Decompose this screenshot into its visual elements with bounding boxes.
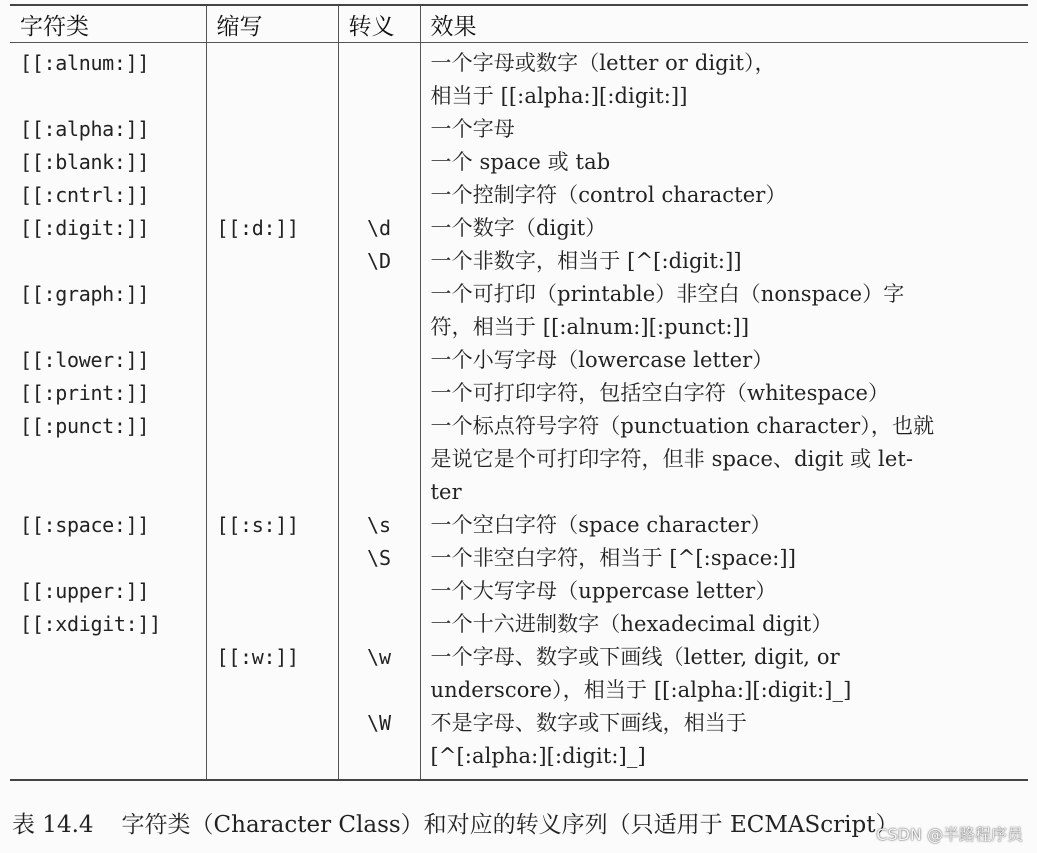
table-row xyxy=(10,344,1028,377)
cell-escape: \s xyxy=(338,509,420,542)
table-row xyxy=(10,113,1028,146)
cell-abbreviation xyxy=(206,410,338,509)
header-abbreviation: 缩写 xyxy=(206,6,338,43)
cell-character-class: [[:punct:]] xyxy=(20,414,150,438)
table-row xyxy=(10,410,1028,509)
cell-character-class: [[:cntrl:]] xyxy=(20,183,150,207)
table-row xyxy=(10,146,1028,179)
cell-effect: 一个非数字，相当于 [^[:digit:]] xyxy=(420,245,1028,278)
cell-abbreviation xyxy=(206,179,338,212)
cell-character-class: [[:graph:]] xyxy=(20,282,150,306)
cell-abbreviation: [[:d:]] xyxy=(206,212,338,245)
table-row xyxy=(10,575,1028,608)
cell-character-class xyxy=(10,245,206,278)
cell-abbreviation: [[:s:]] xyxy=(206,509,338,542)
table-row xyxy=(10,542,1028,575)
cell-effect: 一个可打印（printable）非空白（nonspace）字 符，相当于 [[:alnum:][:punct:]] xyxy=(420,278,1028,344)
cell-abbreviation xyxy=(206,542,338,575)
table-row xyxy=(10,179,1028,212)
caption-number: 表 14.4 xyxy=(12,812,94,838)
cell-escape xyxy=(338,179,420,212)
header-character-class: 字符类 xyxy=(10,6,206,43)
cell-escape xyxy=(338,377,420,410)
cell-effect: 一个大写字母（uppercase letter） xyxy=(420,575,1028,608)
character-class-table xyxy=(10,4,1028,781)
cell-character-class: [[:lower:]] xyxy=(20,348,150,372)
table-caption xyxy=(12,808,1022,842)
cell-effect: 一个字母、数字或下画线（letter, digit, or underscore），相当于 [[:alpha:][:digit:]_] xyxy=(420,641,1028,707)
caption-text: 字符类（Character Class）和对应的转义序列（只适用于 ECMAScript） xyxy=(121,812,899,838)
cell-effect: 一个字母或数字（letter or digit）， 相当于 [[:alpha:][:digit:]] xyxy=(420,43,1028,114)
cell-effect: 一个标点符号字符（punctuation character），也就 是说它是个可打印字符，但非 space、digit 或 let- ter xyxy=(420,410,1028,509)
header-effect: 效果 xyxy=(420,6,1028,43)
cell-escape xyxy=(338,410,420,509)
cell-abbreviation xyxy=(206,707,338,779)
cell-escape xyxy=(338,278,420,344)
table-row xyxy=(10,377,1028,410)
cell-effect: 一个非空白字符，相当于 [^[:space:]] xyxy=(420,542,1028,575)
table-header-row xyxy=(10,6,1028,43)
cell-escape xyxy=(338,344,420,377)
cell-effect: 一个十六进制数字（hexadecimal digit） xyxy=(420,608,1028,641)
cell-effect: 一个 space 或 tab xyxy=(420,146,1028,179)
cell-effect: 不是字母、数字或下画线，相当于 [^[:alpha:][:digit:]_] xyxy=(420,707,1028,779)
cell-character-class: [[:space:]] xyxy=(20,513,150,537)
cell-escape: \d xyxy=(338,212,420,245)
table-body xyxy=(10,43,1028,780)
cell-abbreviation xyxy=(206,575,338,608)
cell-abbreviation xyxy=(206,278,338,344)
cell-effect: 一个空白字符（space character） xyxy=(420,509,1028,542)
table-grid xyxy=(10,6,1028,779)
table-row xyxy=(10,608,1028,641)
cell-escape: \w xyxy=(338,641,420,707)
cell-escape xyxy=(338,43,420,114)
cell-abbreviation xyxy=(206,113,338,146)
cell-effect: 一个数字（digit） xyxy=(420,212,1028,245)
cell-abbreviation xyxy=(206,43,338,114)
cell-character-class xyxy=(10,641,206,707)
cell-escape xyxy=(338,608,420,641)
cell-escape xyxy=(338,113,420,146)
table-row xyxy=(10,212,1028,245)
watermark-text: CSDN @半路程序员 xyxy=(876,825,1023,844)
cell-character-class: [[:alnum:]] xyxy=(20,51,150,75)
cell-abbreviation: [[:w:]] xyxy=(206,641,338,707)
cell-character-class: [[:print:]] xyxy=(20,381,150,405)
table-row xyxy=(10,509,1028,542)
cell-effect: 一个小写字母（lowercase letter） xyxy=(420,344,1028,377)
table-row xyxy=(10,278,1028,344)
cell-abbreviation xyxy=(206,377,338,410)
cell-effect: 一个字母 xyxy=(420,113,1028,146)
header-escape: 转义 xyxy=(338,6,420,43)
cell-escape: \W xyxy=(338,707,420,779)
cell-character-class xyxy=(10,707,206,779)
cell-escape xyxy=(338,575,420,608)
cell-character-class: [[:blank:]] xyxy=(20,150,150,174)
cell-effect: 一个可打印字符，包括空白字符（whitespace） xyxy=(420,377,1028,410)
cell-abbreviation xyxy=(206,344,338,377)
cell-abbreviation xyxy=(206,245,338,278)
cell-abbreviation xyxy=(206,146,338,179)
cell-escape xyxy=(338,146,420,179)
cell-effect: 一个控制字符（control character） xyxy=(420,179,1028,212)
cell-character-class: [[:xdigit:]] xyxy=(20,612,161,636)
cell-character-class: [[:alpha:]] xyxy=(20,117,150,141)
cell-character-class: [[:digit:]] xyxy=(20,216,150,240)
cell-escape: \S xyxy=(338,542,420,575)
cell-character-class xyxy=(10,542,206,575)
cell-abbreviation xyxy=(206,608,338,641)
table-row xyxy=(10,43,1028,114)
cell-escape: \D xyxy=(338,245,420,278)
cell-character-class: [[:upper:]] xyxy=(20,579,150,603)
table-row xyxy=(10,707,1028,779)
table-row xyxy=(10,641,1028,707)
table-row xyxy=(10,245,1028,278)
